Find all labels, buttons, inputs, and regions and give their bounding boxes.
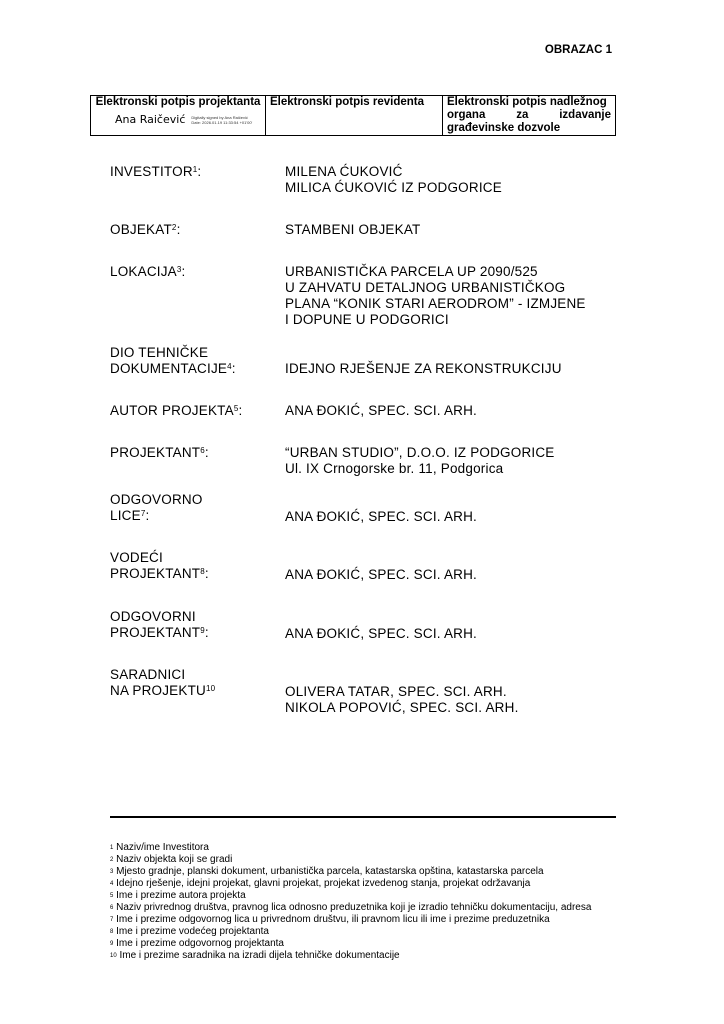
field-value: STAMBENI OBJEKAT [285,222,421,237]
field-value: IDEJNO RJEŠENJE ZA REKONSTRUKCIJU [285,361,562,376]
field-label: AUTOR PROJEKTA [110,403,234,418]
footnote-item [110,938,630,950]
field-value: OLIVERA TATAR, SPEC. SCI. ARH. [285,684,507,699]
footnote-item [110,914,630,926]
signature-table [90,95,616,136]
field-label: OBJEKAT [110,222,172,237]
designer-signature-title: Elektronski potpis projektanta [95,96,261,108]
footnote-item [110,902,630,914]
reviewer-signature-title: Elektronski potpis revidenta [270,96,425,108]
form-code: OBRAZAC 1 [544,44,612,56]
footnote-text: Ime i prezime odgovornog lica u privrednom društvu, ili pravnom licu ili ime i prezime preduzetnika [116,914,550,925]
authority-signature-cell[interactable] [443,96,616,136]
field-label: PROJEKTANT [110,625,201,640]
field-label: DIO TEHNIČKE [110,345,209,360]
footnote-text: Mjesto gradnje, planski dokument, urbanistička parcela, katastarska opština, katastarska parcela [116,866,544,877]
field-label: ODGOVORNO [110,492,203,507]
footnote-number: 3 [110,869,114,875]
footnote-number: 7 [110,917,114,923]
footnote-text: Ime i prezime saradnika na izradi dijela tehničke dokumentacije [119,950,400,961]
field-label: VODEĆI [110,550,163,565]
footnote-number: 9 [110,941,114,947]
field-value: PLANA “KONIK STARI AERODROM” - IZMJENE [285,296,586,311]
authority-signature-title-line1: Elektronski potpis nadležnog [447,96,607,108]
footnote-item [110,842,630,854]
field-value: U ZAHVATU DETALJNOG URBANISTIČKOG [285,280,566,295]
field-value: MILENA ĆUKOVIĆ [285,164,403,179]
designer-signer-name: Ana Raičević [115,113,186,126]
reviewer-signature-cell[interactable] [266,96,443,136]
footnote-item [110,926,630,938]
footnote-number: 6 [110,905,114,911]
field-label: DOKUMENTACIJE [110,361,228,376]
footnote-text: Naziv privrednog društva, pravnog lica odnosno preduzetnika koji je izradio tehničku dokumentaciju, adresa [116,902,592,913]
designer-signature-cell[interactable] [91,96,266,136]
field-value: ANA ĐOKIĆ, SPEC. SCI. ARH. [285,403,477,418]
footnote-text: Idejno rješenje, idejni projekat, glavni projekat, projekat izvedenog stanja, projekat održavanja [116,878,531,889]
field-label: PROJEKTANT [110,445,201,460]
authority-signature-title-line3: građevinske dozvole [447,122,561,134]
footnote-ref: 3 [176,265,182,274]
footnote-ref: 6 [200,446,205,455]
footnote-item [110,878,630,890]
footnotes [110,842,630,962]
field-label: PROJEKTANT [110,566,201,581]
signature-metadata: Digitally signed by Ana Raičević Date: 2026.01.19 11:33:54 +01'00' [191,114,253,125]
footnote-ref: 2 [171,223,177,232]
field-value: Ul. IX Crnogorske br. 11, Podgorica [285,461,504,476]
field-label: SARADNICI [110,667,186,682]
field-label: INVESTITOR [110,164,193,179]
footnote-text: Ime i prezime odgovornog projektanta [116,938,284,949]
footnote-text: Naziv objekta koji se gradi [116,854,233,865]
footnote-number: 8 [110,929,114,935]
footnote-divider [110,816,616,818]
field-value: “URBAN STUDIO”, D.O.O. IZ PODGORICE [285,445,555,460]
field-value: ANA ĐOKIĆ, SPEC. SCI. ARH. [285,626,477,641]
footnote-ref: 4 [227,362,232,371]
footnote-number: 1 [110,845,114,851]
footnote-text: Ime i prezime autora projekta [116,890,246,901]
footnote-ref: 8 [200,567,205,576]
field-value: URBANISTIČKA PARCELA UP 2090/525 [285,264,538,279]
footnote-item [110,854,630,866]
authority-signature-title-line2: organa za izdavanje [447,109,611,121]
field-value: ANA ĐOKIĆ, SPEC. SCI. ARH. [285,509,477,524]
field-value: I DOPUNE U PODGORICI [285,312,449,327]
footnote-item [110,866,630,878]
footnote-ref: 1 [192,165,198,174]
footnote-ref: 5 [233,404,239,413]
field-value: NIKOLA POPOVIĆ, SPEC. SCI. ARH. [285,700,519,715]
footnote-number: 10 [110,953,117,959]
field-label: LICE [110,508,141,523]
footnote-ref: 10 [205,684,216,693]
footnote-number: 4 [110,881,114,887]
field-label: NA PROJEKTU [110,683,206,698]
footnote-ref: 9 [200,626,205,635]
footnote-item [110,950,630,962]
field-value: ANA ĐOKIĆ, SPEC. SCI. ARH. [285,567,477,582]
footnote-number: 2 [110,857,114,863]
footnote-text: Naziv/ime Investitora [116,842,209,853]
field-label: ODGOVORNI [110,609,196,624]
footnote-number: 5 [110,893,114,899]
field-label: LOKACIJA [110,264,177,279]
field-value: MILICA ĆUKOVIĆ IZ PODGORICE [285,180,502,195]
footnote-ref: 7 [140,509,146,518]
footnote-text: Ime i prezime vodećeg projektanta [116,926,269,937]
footnote-item [110,890,630,902]
